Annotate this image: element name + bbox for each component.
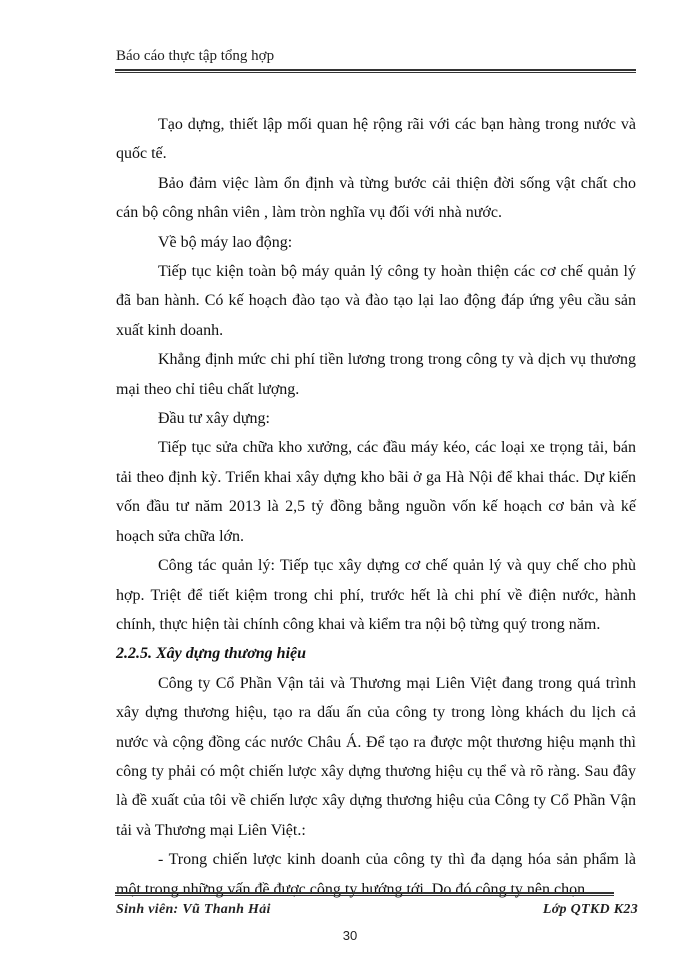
paragraph: Về bộ máy lao động:: [158, 233, 293, 251]
page-number: 30: [342, 928, 358, 943]
paragraph: Bảo đảm việc làm ổn định và từng bước cải thiện đời sống vật chất cho cán bộ công nhân viên , làm tròn nghĩa vụ đối với nhà nước.: [116, 174, 636, 222]
page-header-title: Báo cáo thực tập tổng hợp: [116, 48, 275, 64]
document-body: [116, 110, 636, 904]
paragraph: Tiếp tục sửa chữa kho xưởng, các đầu máy kéo, các loại xe trọng tải, bán tải theo định kỳ. Triển khai xây dựng kho bãi ở ga Hà Nội để khai thác. Dự kiến vốn đầu tư năm 2013 là 2,5 tỷ đồng bằng nguồn vốn kế hoạch cơ bản và kế hoạch sửa chữa lớn.: [116, 439, 636, 545]
paragraph: Tiếp tục kiện toàn bộ máy quản lý công ty hoàn thiện các cơ chế quản lý đã ban hành. Có kế hoạch đào tạo và đào tạo lại lao động đáp ứng yêu cầu sản xuất kinh doanh.: [116, 263, 636, 339]
paragraph: Công ty Cổ Phần Vận tải và Thương mại Liên Việt đang trong quá trình xây dựng thương hiệu, tạo ra dấu ấn của công ty trong lòng khách du lịch cả nước và cộng đồng các nước Châu Á. Để tạo ra được một thương hiệu mạnh thì công ty phải có một chiến lược xây dựng thương hiệu cụ thể và rõ ràng. Sau đây là đề xuất của tôi về chiến lược xây dựng thương hiệu của Công ty Cổ Phần Vận tải và Thương mại Liên Việt.:: [116, 674, 636, 839]
section-heading: 2.2.5. Xây dựng thương hiệu: [116, 645, 307, 663]
header-rule: [115, 69, 636, 73]
bullet-paragraph: - Trong chiến lược kinh doanh của công ty thì đa dạng hóa sản phẩm là một trong những vấn đề được công ty hướng tới. Do đó công ty nên chọn: [116, 851, 636, 898]
footer-rule: [115, 892, 614, 896]
paragraph: Đầu tư xây dựng:: [158, 410, 270, 428]
footer-class: Lớp QTKD K23: [542, 902, 638, 917]
paragraph: Khẳng định mức chi phí tiền lương trong trong công ty và dịch vụ thương mại theo chỉ tiêu chất lượng.: [116, 351, 636, 398]
footer-student: Sinh viên: Vũ Thanh Hải: [116, 902, 271, 917]
paragraph: Công tác quản lý: Tiếp tục xây dựng cơ chế quản lý và quy chế cho phù hợp. Triệt để tiết kiệm trong chi phí, trước hết là chi phí về điện nước, hành chính, thực hiện tài chính công khai và kiểm tra nội bộ từng quý trong năm.: [116, 557, 636, 633]
paragraph: Tạo dựng, thiết lập mối quan hệ rộng rãi với các bạn hàng trong nước và quốc tế.: [116, 116, 636, 163]
